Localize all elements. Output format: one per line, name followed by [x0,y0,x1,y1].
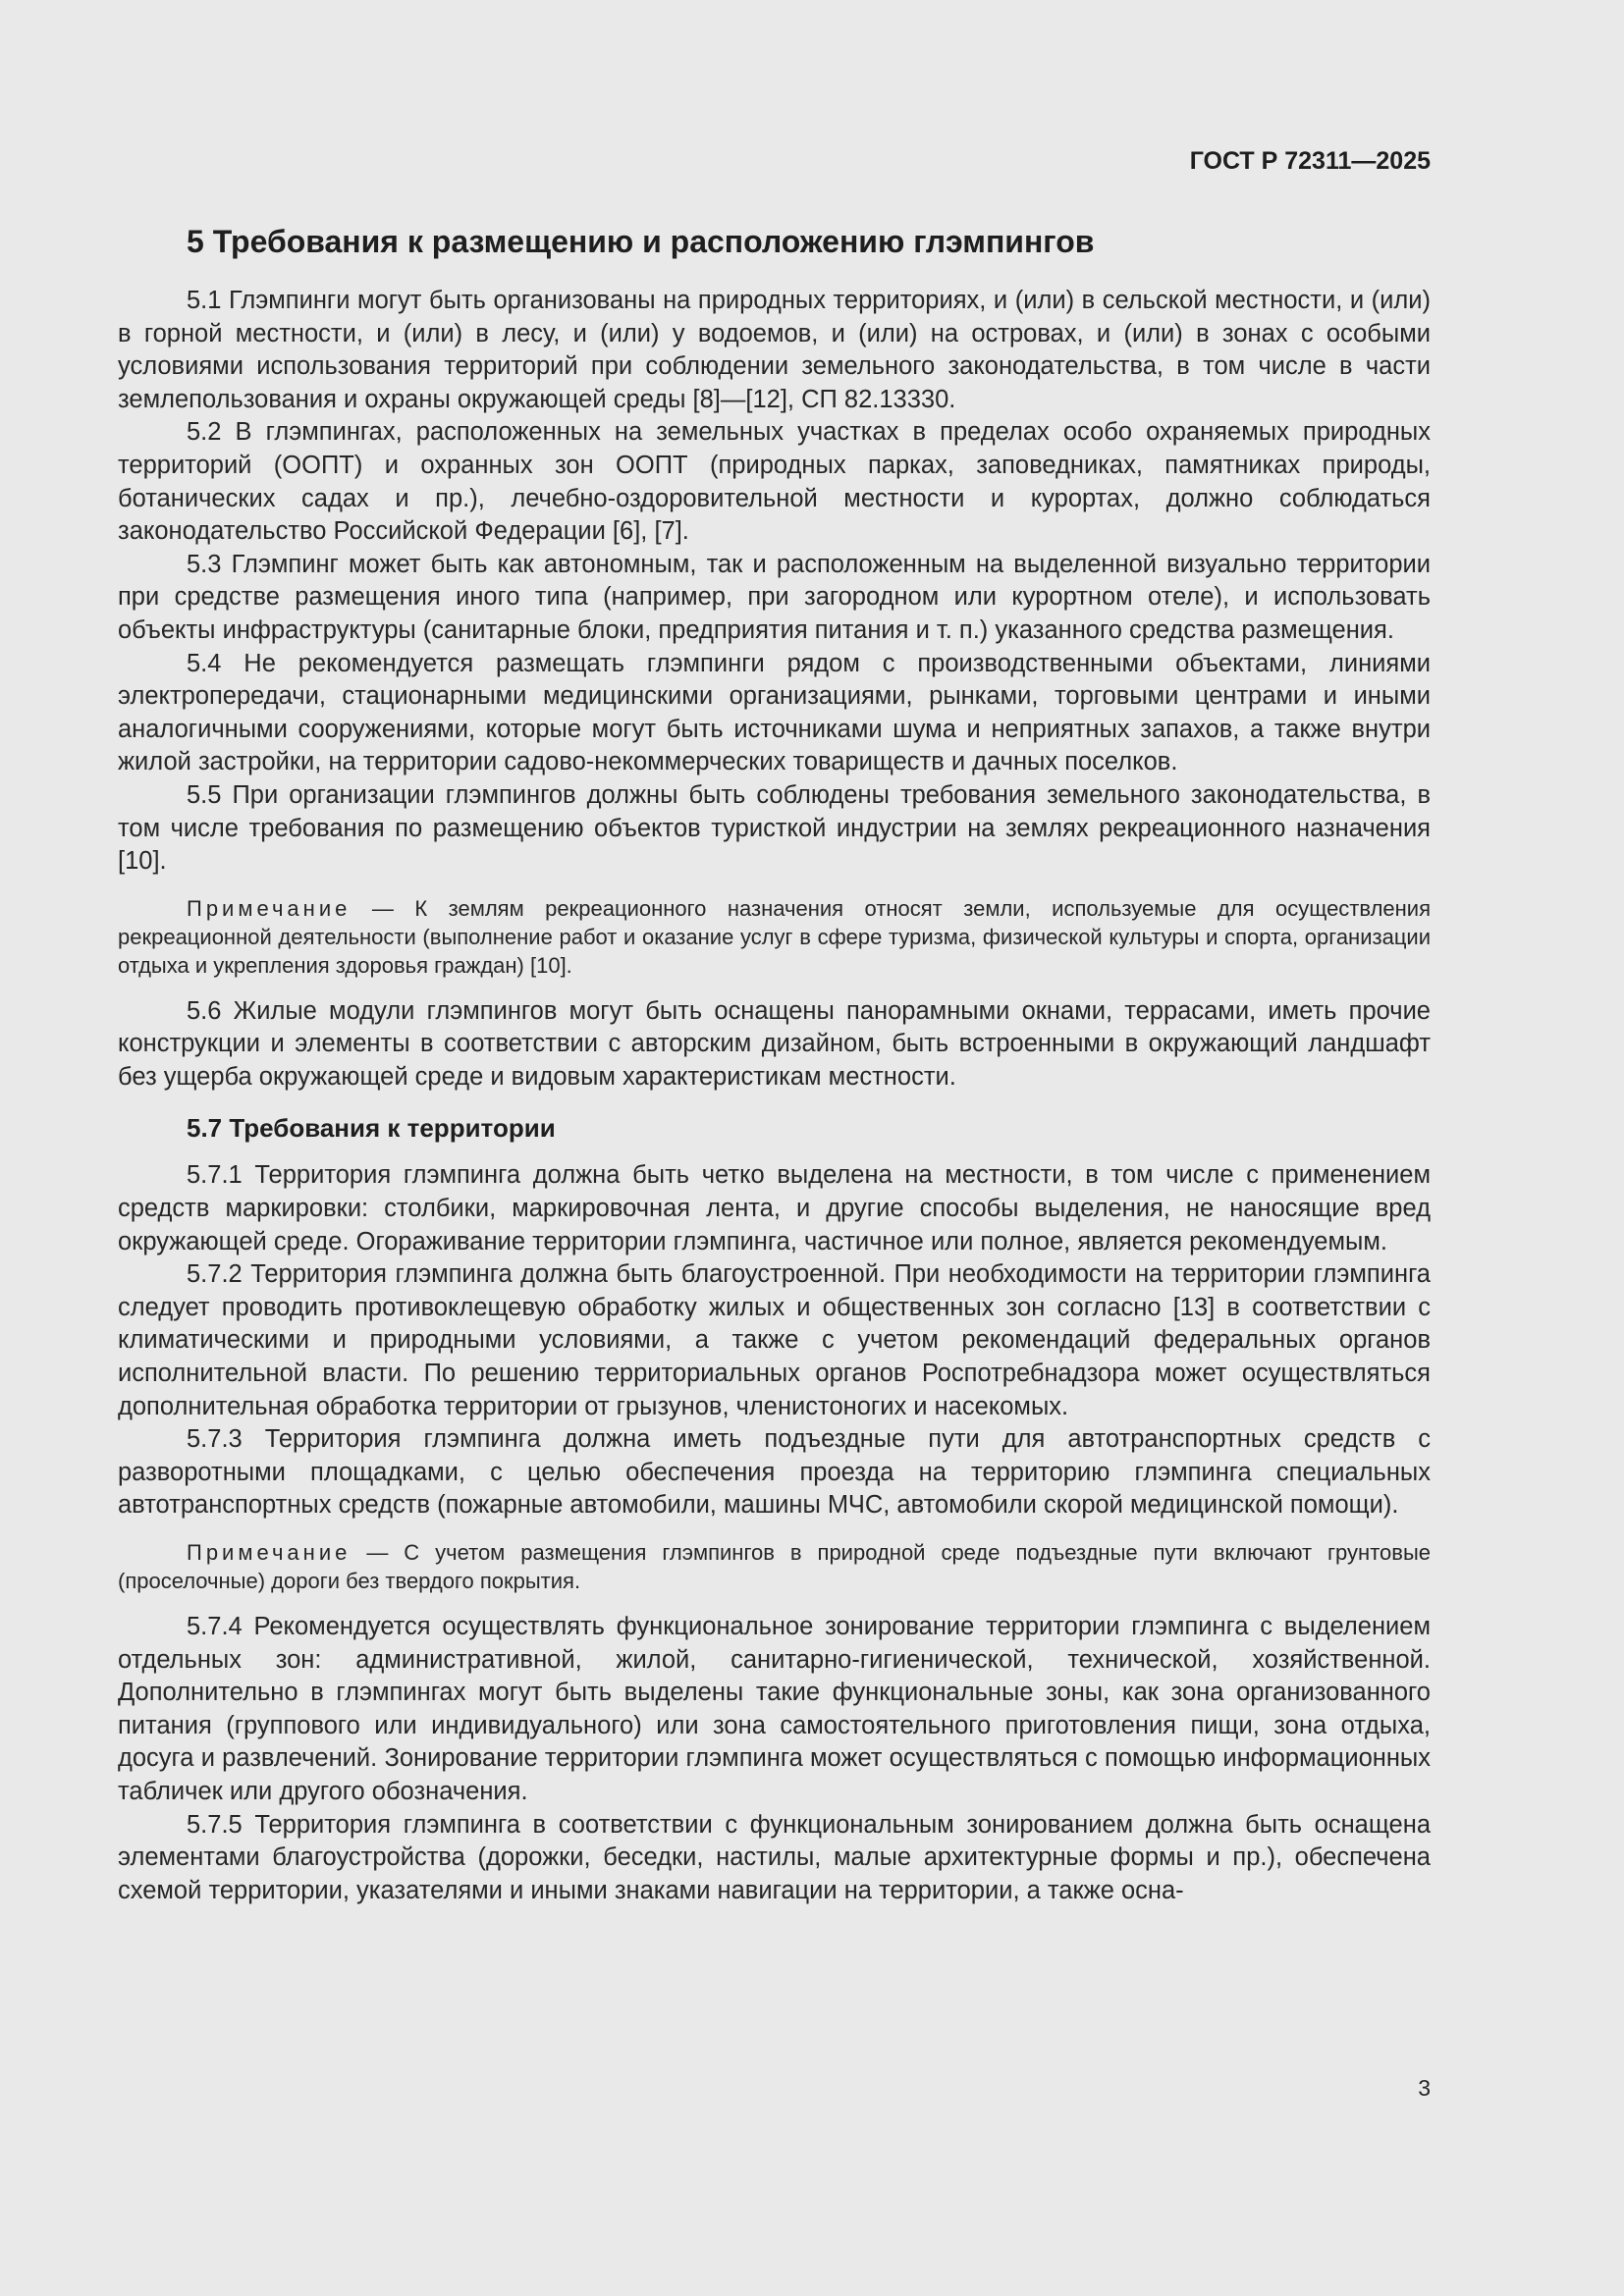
subsection-title: 5.7 Требования к территории [187,1113,556,1144]
paragraph-5-4: 5.4 Не рекомендуется размещать глэмпинги рядом с производственными объектами, линиями электропередачи, стационарными медицинскими организациями, рынками, торговыми центрами и иными аналогичными сооружениями, которые могут быть источниками шума и неприятных запахов, а также внутри жилой застройки, на территории садово-некоммерческих товариществ и дачных поселков. [118,649,1431,776]
section-body [118,285,1431,1907]
paragraph-5-7-2: 5.7.2 Территория глэмпинга должна быть благоустроенной. При необходимости на территории глэмпинга следует проводить противоклещевую обработку жилых и общественных зон согласно [13] в соответствии с климатическими и природными условиями, а также с учетом рекомендаций федеральных органов исполнительной власти. По решению территориальных органов Роспотребнадзора может осуществляться дополнительная обработка территории от грызунов, членистоногих и насекомых. [118,1260,1431,1420]
section-title: 5 Требования к размещению и расположению глэмпингов [187,224,1095,259]
page-number: 3 [1418,2075,1431,2101]
document-code: ГОСТ Р 72311—2025 [1189,147,1431,175]
note-text: — С учетом размещения глэмпингов в природной среде подъездные пути включают грунтовые (проселочные) дороги без твердого покрытия. [118,1540,1431,1593]
paragraph-5-3: 5.3 Глэмпинг может быть как автономным, так и расположенным на выделенной визуально территории при средстве размещения иного типа (например, при загородном или курортном отеле), и использовать объекты инфраструктуры (санитарные блоки, предприятия питания и т. п.) указанного средства размещения. [118,550,1431,644]
paragraph-5-6: 5.6 Жилые модули глэмпингов могут быть оснащены панорамными окнами, террасами, иметь прочие конструкции и элементы в соответствии с авторским дизайном, быть встроенными в окружающий ландшафт без ущерба окружающей среде и видовым характеристикам местности. [118,996,1431,1091]
note-2 [118,1538,1431,1595]
paragraph-5-7-4: 5.7.4 Рекомендуется осуществлять функциональное зонирование территории глэмпинга с выделением отдельных зон: административной, жилой, санитарно-гигиенической, технической, хозяйственной. Дополнительно в глэмпингах могут быть выделены такие функциональные зоны, как зона организованного питания (группового или индивидуального) или зона самостоятельного приготовления пищи, зона отдыха, досуга и развлечений. Зонирование территории глэмпинга может осуществляться с помощью информационных табличек или другого обозначения. [118,1613,1431,1805]
paragraph-5-1: 5.1 Глэмпинги могут быть организованы на природных территориях, и (или) в сельской местности, и (или) в горной местности, и (или) в лесу, и (или) у водоемов, и (или) на островах, и (или) в зонах с особыми условиями использования территорий при соблюдении земельного законодательства, в том числе в части землепользования и охраны окружающей среды [8]—[12], СП 82.13330. [118,287,1431,413]
note-label: Примечание [187,1540,352,1565]
paragraph-5-2: 5.2 В глэмпингах, расположенных на земельных участках в пределах особо охраняемых природных территорий (ООПТ) и охранных зон ООПТ (природных парках, заповедниках, памятниках природы, ботанических садах и пр.), лечебно-оздоровительной местности и курортах, должно соблюдаться законодательство Российской Федерации [6], [7]. [118,418,1431,546]
paragraph-5-5: 5.5 При организации глэмпингов должны быть соблюдены требования земельного законодательства, в том числе требования по размещению объектов туристкой индустрии на землях рекреационного назначения [10]. [118,780,1431,876]
paragraph-5-7-1: 5.7.1 Территория глэмпинга должна быть четко выделена на местности, в том числе с применением средств маркировки: столбики, маркировочная лента, и другие способы выделения, не наносящие вред окружающей среде. Огораживание территории глэмпинга, частичное или полное, является рекомендуемым. [118,1161,1431,1255]
note-text: — К землям рекреационного назначения относят земли, используемые для осуществления рекреационной деятельности (выполнение работ и оказание услуг в сфере туризма, физической культуры и спорта, организации отдыха и укрепления здоровья граждан) [10]. [118,895,1431,978]
paragraph-5-7-3: 5.7.3 Территория глэмпинга должна иметь подъездные пути для автотранспортных средств с разворотными площадками, с целью обеспечения проезда на территорию глэмпинга специальных автотранспортных средств (пожарные автомобили, машины МЧС, автомобили скорой медицинской помощи). [118,1425,1431,1520]
note-1 [118,894,1431,980]
note-label: Примечание [187,895,352,921]
paragraph-5-7-5: 5.7.5 Территория глэмпинга в соответствии с функциональным зонированием должна быть оснащена элементами благоустройства (дорожки, беседки, настилы, малые архитектурные формы и пр.), обеспечена схемой территории, указателями и иными знаками навигации на территории, а также осна- [118,1810,1431,1904]
